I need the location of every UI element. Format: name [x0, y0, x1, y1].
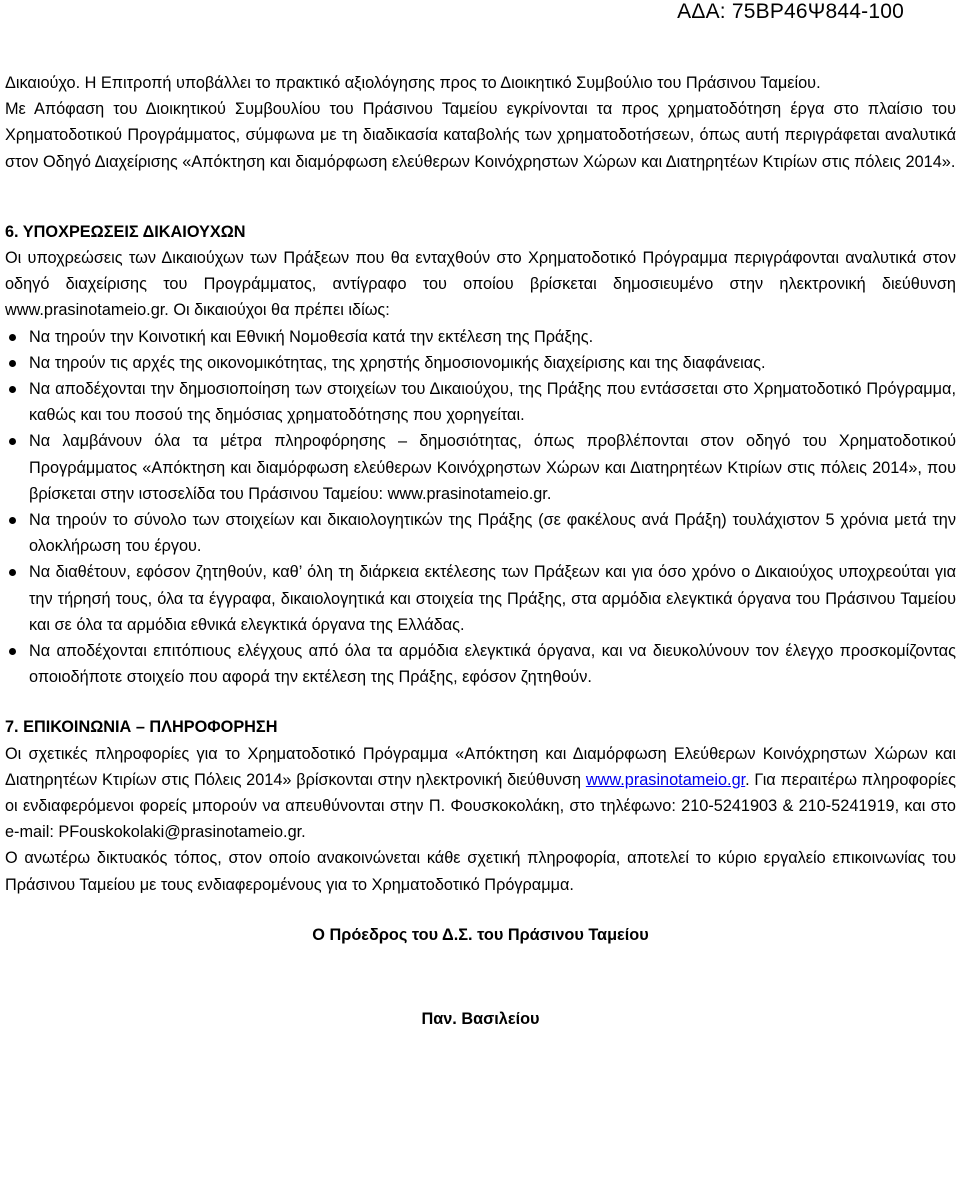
ada-code: ΑΔΑ: 75ΒΡ46Ψ844-100: [677, 0, 904, 23]
list-item: Να τηρούν την Κοινοτική και Εθνική Νομοθεσία κατά την εκτέλεση της Πράξης.: [5, 324, 956, 350]
intro-paragraph-1: Δικαιούχο. Η Επιτροπή υποβάλλει το πρακτικό αξιολόγησης προς το Διοικητικό Συμβούλιο του Πράσινου Ταμείου.: [5, 74, 821, 92]
bullet-icon: [9, 386, 16, 393]
bullet-icon: [9, 648, 16, 655]
bullet-icon: [9, 334, 16, 341]
prasinotameio-link[interactable]: www.prasinotameio.gr: [585, 770, 746, 789]
bullet-icon: [9, 569, 16, 576]
list-item: Να διαθέτουν, εφόσον ζητηθούν, καθ’ όλη τη διάρκεια εκτέλεσης των Πράξεων και για όσο χρόνο ο Δικαιούχος υποχρεούται για την τήρησή τους, όλα τα έγγραφα, δικαιολογητικά και στοιχεία της Πράξης, στα αρμόδια ελεγκτικά όργανα του Πράσινου Ταμείου και σε όλα τα αρμόδια εθνικά ελεγκτικά όργανα της Ελλάδας.: [5, 559, 956, 638]
document-body: [5, 70, 956, 1032]
section-7-paragraph-2: Ο ανωτέρω δικτυακός τόπος, στον οποίο ανακοινώνεται κάθε σχετική πληροφορία, αποτελεί το κύριο εργαλείο επικοινωνίας του Πράσινου Ταμείου με τους ενδιαφερομένους για το Χρηματοδοτικό Πρόγραμμα.: [5, 849, 956, 894]
list-item: Να αποδέχονται επιτόπιους ελέγχους από όλα τα αρμόδια ελεγκτικά όργανα, και να διευκολύνουν τον έλεγχο προσκομίζοντας οποιοδήποτε στοιχείο που αφορά την εκτέλεση της Πράξης, εφόσον ζητηθούν.: [5, 638, 956, 690]
bullet-icon: [9, 360, 16, 367]
section-7-title: 7. ΕΠΙΚΟΙΝΩΝΙΑ – ΠΛΗΡΟΦΟΡΗΣΗ: [5, 718, 278, 737]
signature-role: Ο Πρόεδρος του Δ.Σ. του Πράσινου Ταμείου: [312, 925, 649, 944]
obligations-list: [5, 324, 956, 691]
bullet-icon: [9, 438, 16, 445]
section-6-intro: Οι υποχρεώσεις των Δικαιούχων των Πράξεων που θα ενταχθούν στο Χρηματοδοτικό Πρόγραμμα περιγράφονται αναλυτικά στον οδηγό διαχείρισης του Προγράμματος, αντίγραφο του οποίου βρίσκεται δημοσιευμένο στην ηλεκτρονική διεύθυνση www.prasinotameio.gr. Οι δικαιούχοι θα πρέπει ιδίως:: [5, 249, 956, 320]
intro-paragraph-2: Με Απόφαση του Διοικητικού Συμβουλίου του Πράσινου Ταμείου εγκρίνονται τα προς χρηματοδότηση έργα στο πλαίσιο του Χρηματοδοτικού Προγράμματος, σύμφωνα με τη διαδικασία καταβολής των χρηματοδοτήσεων, όπως αυτή περιγράφεται αναλυτικά στον Οδηγό Διαχείρισης «Απόκτηση και διαμόρφωση ελεύθερων Κοινόχρηστων Χώρων και Διατηρητέων Κτιρίων στις πόλεις 2014».: [5, 100, 956, 171]
bullet-icon: [9, 517, 16, 524]
list-item: Να τηρούν το σύνολο των στοιχείων και δικαιολογητικών της Πράξης (σε φακέλους ανά Πράξη) τουλάχιστον 5 χρόνια μετά την ολοκλήρωση του έργου.: [5, 507, 956, 559]
list-item: Να λαμβάνουν όλα τα μέτρα πληροφόρησης – δημοσιότητας, όπως προβλέπονται στον οδηγό του Χρηματοδοτικού Προγράμματος «Απόκτηση και διαμόρφωση ελεύθερων Κοινόχρηστων Χώρων και Διατηρητέων Κτιρίων στις πόλεις 2014», που βρίσκεται στην ιστοσελίδα του Πράσινου Ταμείου: www.prasinotameio.gr.: [5, 428, 956, 507]
list-item: Να τηρούν τις αρχές της οικονομικότητας, της χρηστής δημοσιονομικής διαχείρισης και της διαφάνειας.: [5, 350, 956, 376]
list-item: Να αποδέχονται την δημοσιοποίηση των στοιχείων του Δικαιούχου, της Πράξης που εντάσσεται στο Χρηματοδοτικό Πρόγραμμα, καθώς και του ποσού της δημόσιας χρηματοδότησης που χορηγείται.: [5, 376, 956, 428]
section-7-paragraph-1: Οι σχετικές πληροφορίες για το Χρηματοδοτικό Πρόγραμμα «Απόκτηση και Διαμόρφωση Ελεύθερων Κοινόχρηστων Χώρων και Διατηρητέων Κτιρίων στις Πόλεις 2014» βρίσκονται στην ηλεκτρονική διεύθυνση www.prasinotameio.gr. Για περαιτέρω πληροφορίες οι ενδιαφερόμενοι φορείς μπορούν να απευθύνονται στην Π. Φουσκοκολάκη, στο τηλέφωνο: 210-5241903 & 210-5241919, και στο e-mail: PFouskokolaki@prasinotameio.gr.: [5, 744, 957, 842]
section-6-title: 6. ΥΠΟΧΡΕΩΣΕΙΣ ΔΙΚΑΙΟΥΧΩΝ: [5, 222, 246, 241]
signature-name: Παν. Βασιλείου: [421, 1010, 540, 1029]
